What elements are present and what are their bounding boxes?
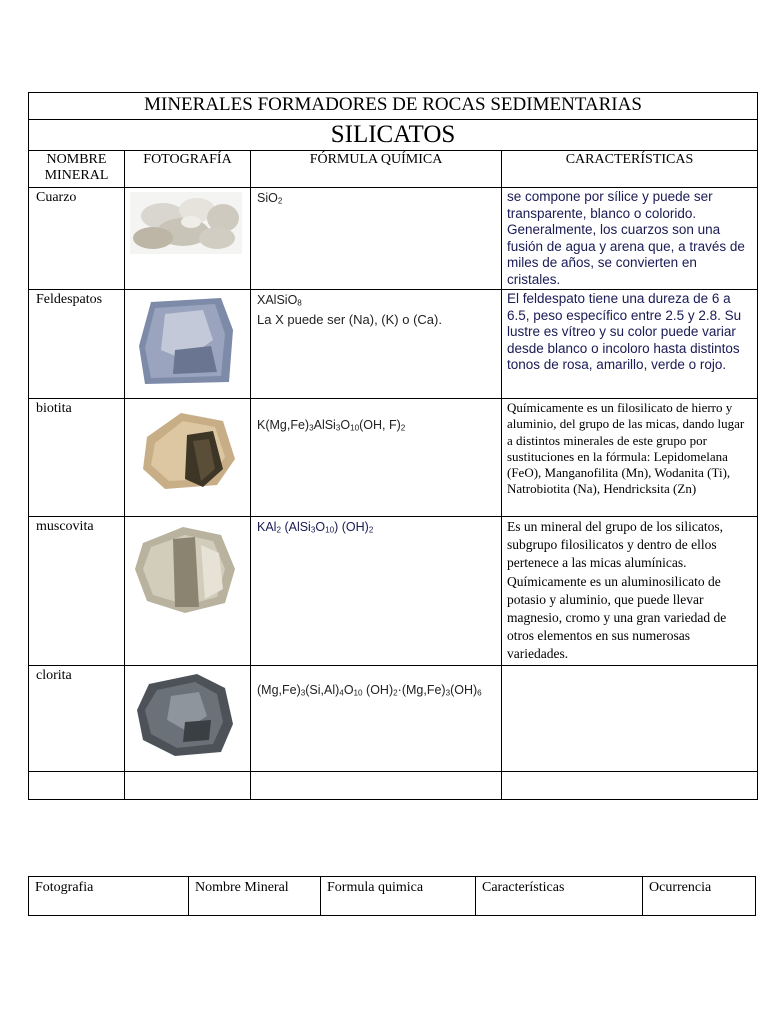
formula-cell: XAlSiO$_8$ La X puede ser (Na), (K) o (Ca). <box>251 290 502 399</box>
formula-cell: $K(Mg,Fe)_3AlSi_3O_{10}(OH$, $F)_2$ <box>251 399 502 517</box>
mineral-name: Cuarzo <box>29 188 125 290</box>
mineral-photo <box>125 188 251 290</box>
formula-cell: SiO$_2$ <box>251 188 502 290</box>
empty-cell <box>125 772 251 800</box>
header-fotografia: FOTOGRAFÍA <box>125 151 251 188</box>
muscovita-photo-icon <box>125 517 249 660</box>
mineral-photo <box>125 290 251 399</box>
silicatos-table <box>28 92 758 800</box>
template-header-nombre: Nombre Mineral <box>189 877 321 916</box>
mineral-photo <box>125 399 251 517</box>
description-cell: Es un mineral del grupo de los silicatos, subgrupo filosilicatos y dentro de ellos pertenece a las micas alumínicas. Químicamente es un aluminosilicato de potasio y aluminio, que puede llevar magnesio, cromo y una gran variedad de otros elementos en sus numerosas variedades. <box>502 517 758 666</box>
feldespatos-photo-icon <box>125 290 249 393</box>
mineral-photo <box>125 666 251 772</box>
mineral-photo <box>125 517 251 666</box>
table-row <box>29 399 758 517</box>
template-header-ocurrencia: Ocurrencia <box>643 877 756 916</box>
mineral-name: clorita <box>29 666 125 772</box>
formula-cell: KAl$_2$ $(AlSi_3O_{10})$ $(OH)_2$ <box>251 517 502 666</box>
template-header-formula: Formula quimica <box>321 877 476 916</box>
table-title: MINERALES FORMADORES DE ROCAS SEDIMENTARIAS <box>29 93 758 120</box>
template-table <box>28 876 756 916</box>
biotita-photo-icon <box>125 399 249 511</box>
empty-cell <box>251 772 502 800</box>
description-cell: se compone por sílice y puede ser transparente, blanco o colorido. Generalmente, los cuarzos son una fusión de agua y arena que, a través de miles de años, se convierten en cristales. <box>502 188 758 290</box>
mineral-name: muscovita <box>29 517 125 666</box>
formula-note: La X puede ser (Na), (K) o (Ca). <box>257 311 442 327</box>
mineral-name: biotita <box>29 399 125 517</box>
table-row <box>29 666 758 772</box>
description-cell: Químicamente es un filosilicato de hierro y aluminio, del grupo de las micas, dando lugar a distintos minerales de este grupo por sustituciones en la fórmula: Lepidomelana (FeO), Manganofilita (Mn), Wodanita (Ti), Natrobiotita (Na), Hendricksita (Zn) <box>502 399 758 517</box>
table-subtitle: SILICATOS <box>29 120 758 151</box>
clorita-photo-icon <box>125 666 249 766</box>
empty-cell <box>29 772 125 800</box>
header-nombre: NOMBRE MINERAL <box>29 151 125 188</box>
header-formula: FÓRMULA QUÍMICA <box>251 151 502 188</box>
description-cell <box>502 666 758 772</box>
table-row <box>29 188 758 290</box>
header-caracteristicas: CARACTERÍSTICAS <box>502 151 758 188</box>
table-row <box>29 290 758 399</box>
table-row <box>29 517 758 666</box>
formula-cell: $(Mg,Fe)_3(Si,Al)_4O_{10}$ $(OH)_2\cdot(Mg,Fe)_3(OH)_6$ <box>251 666 502 772</box>
empty-cell <box>502 772 758 800</box>
cuarzo-photo-icon <box>125 188 249 284</box>
table-row <box>29 772 758 800</box>
template-header-fotografia: Fotografia <box>29 877 189 916</box>
template-header-caracteristicas: Características <box>476 877 643 916</box>
mineral-name: Feldespatos <box>29 290 125 399</box>
description-cell: El feldespato tiene una dureza de 6 a 6.5, peso específico entre 2.5 y 2.8. Su lustre es vítreo y su color puede variar desde blanco o incoloro hasta distintos tonos de rosa, amarillo, verde o rojo. <box>502 290 758 399</box>
